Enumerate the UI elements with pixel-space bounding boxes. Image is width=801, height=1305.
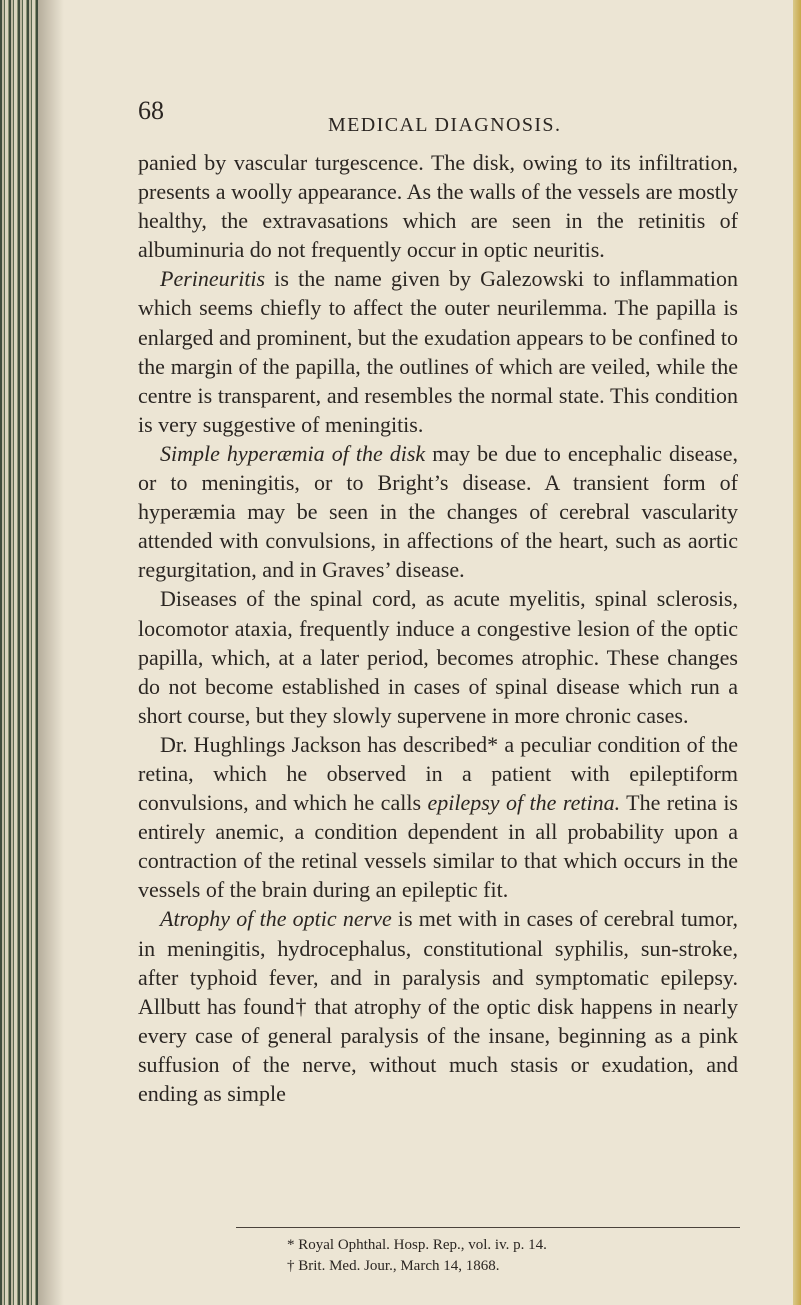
gutter-shadow: [38, 0, 64, 1305]
page-edge: [793, 0, 801, 1305]
page-number: 68: [138, 96, 164, 125]
text-segment: Dr. Hughlings Jackson has described* a peculiar condition of the retina, which he observed in a patient with epileptiform convulsions, and which he calls: [138, 731, 738, 816]
paragraph: [138, 439, 738, 584]
italic-term: epilepsy of the retina.: [427, 790, 621, 816]
footnote: * Royal Ophthal. Hosp. Rep., vol. iv. p. 14.: [287, 1237, 547, 1253]
text-segment: The retina is entirely anemic, a condition dependent in all probability upon a contraction of the retinal vessels similar to that which occurs in the vessels of the brain during an epileptic fit.: [138, 790, 738, 903]
text-segment: is the name given by Galezowski to inflammation which seems chiefly to affect the outer neurilemma. The papilla is enlarged and prominent, but the exudation appears to be confined to the margin of the papilla, the outlines of which are veiled, while the centre is transparent, and resembles the normal state. This condition is very suggestive of meningitis.: [138, 266, 738, 437]
footnotes: [287, 1235, 547, 1277]
footnote: † Brit. Med. Jour., March 14, 1868.: [287, 1258, 500, 1274]
body-text: [138, 148, 738, 1108]
paragraph: [138, 584, 738, 729]
paragraph: [138, 264, 738, 439]
footnote-rule: [236, 1227, 740, 1228]
text-segment: is met with in cases of cerebral tumor, in meningitis, hydrocephalus, constitutional syphilis, sun-stroke, after typhoid fever, and in paralysis and symptomatic epilepsy. Allbutt has found† that atrophy of the optic disk happens in nearly every case of general paralysis of the insane, beginning as a pink suffusion of the nerve, without much stasis or exudation, and ending as simple: [138, 906, 738, 1106]
paragraph: [138, 730, 738, 905]
text-segment: may be due to encephalic disease, or to meningitis, or to Bright’s disease. A transient form of hyperæmia may be seen in the changes of cerebral vascularity attended with convulsions, in affections of the heart, such as aortic regurgitation, and in Graves’ disease.: [138, 440, 738, 583]
text-segment: Diseases of the spinal cord, as acute myelitis, spinal sclerosis, locomotor ataxia, frequently induce a congestive lesion of the optic papilla, which, at a later period, becomes atrophic. These changes do not become established in cases of spinal disease which run a short course, but they slowly supervene in more chronic cases.: [138, 586, 738, 728]
running-head: MEDICAL DIAGNOSIS.: [328, 114, 562, 136]
italic-term: Atrophy of the optic nerve: [160, 906, 392, 932]
book-spine-edge: [0, 0, 38, 1305]
paragraph: [138, 148, 738, 264]
text-segment: panied by vascular turgescence. The disk, owing to its infiltration, presents a woolly appearance. As the walls of the vessels are mostly healthy, the extravasations which are seen in the retinitis of albuminuria do not frequently occur in optic neuritis.: [138, 150, 738, 263]
italic-term: Simple hyperæmia of the disk: [160, 440, 426, 466]
italic-term: Perineuritis: [160, 266, 266, 292]
paragraph: [138, 904, 738, 1108]
